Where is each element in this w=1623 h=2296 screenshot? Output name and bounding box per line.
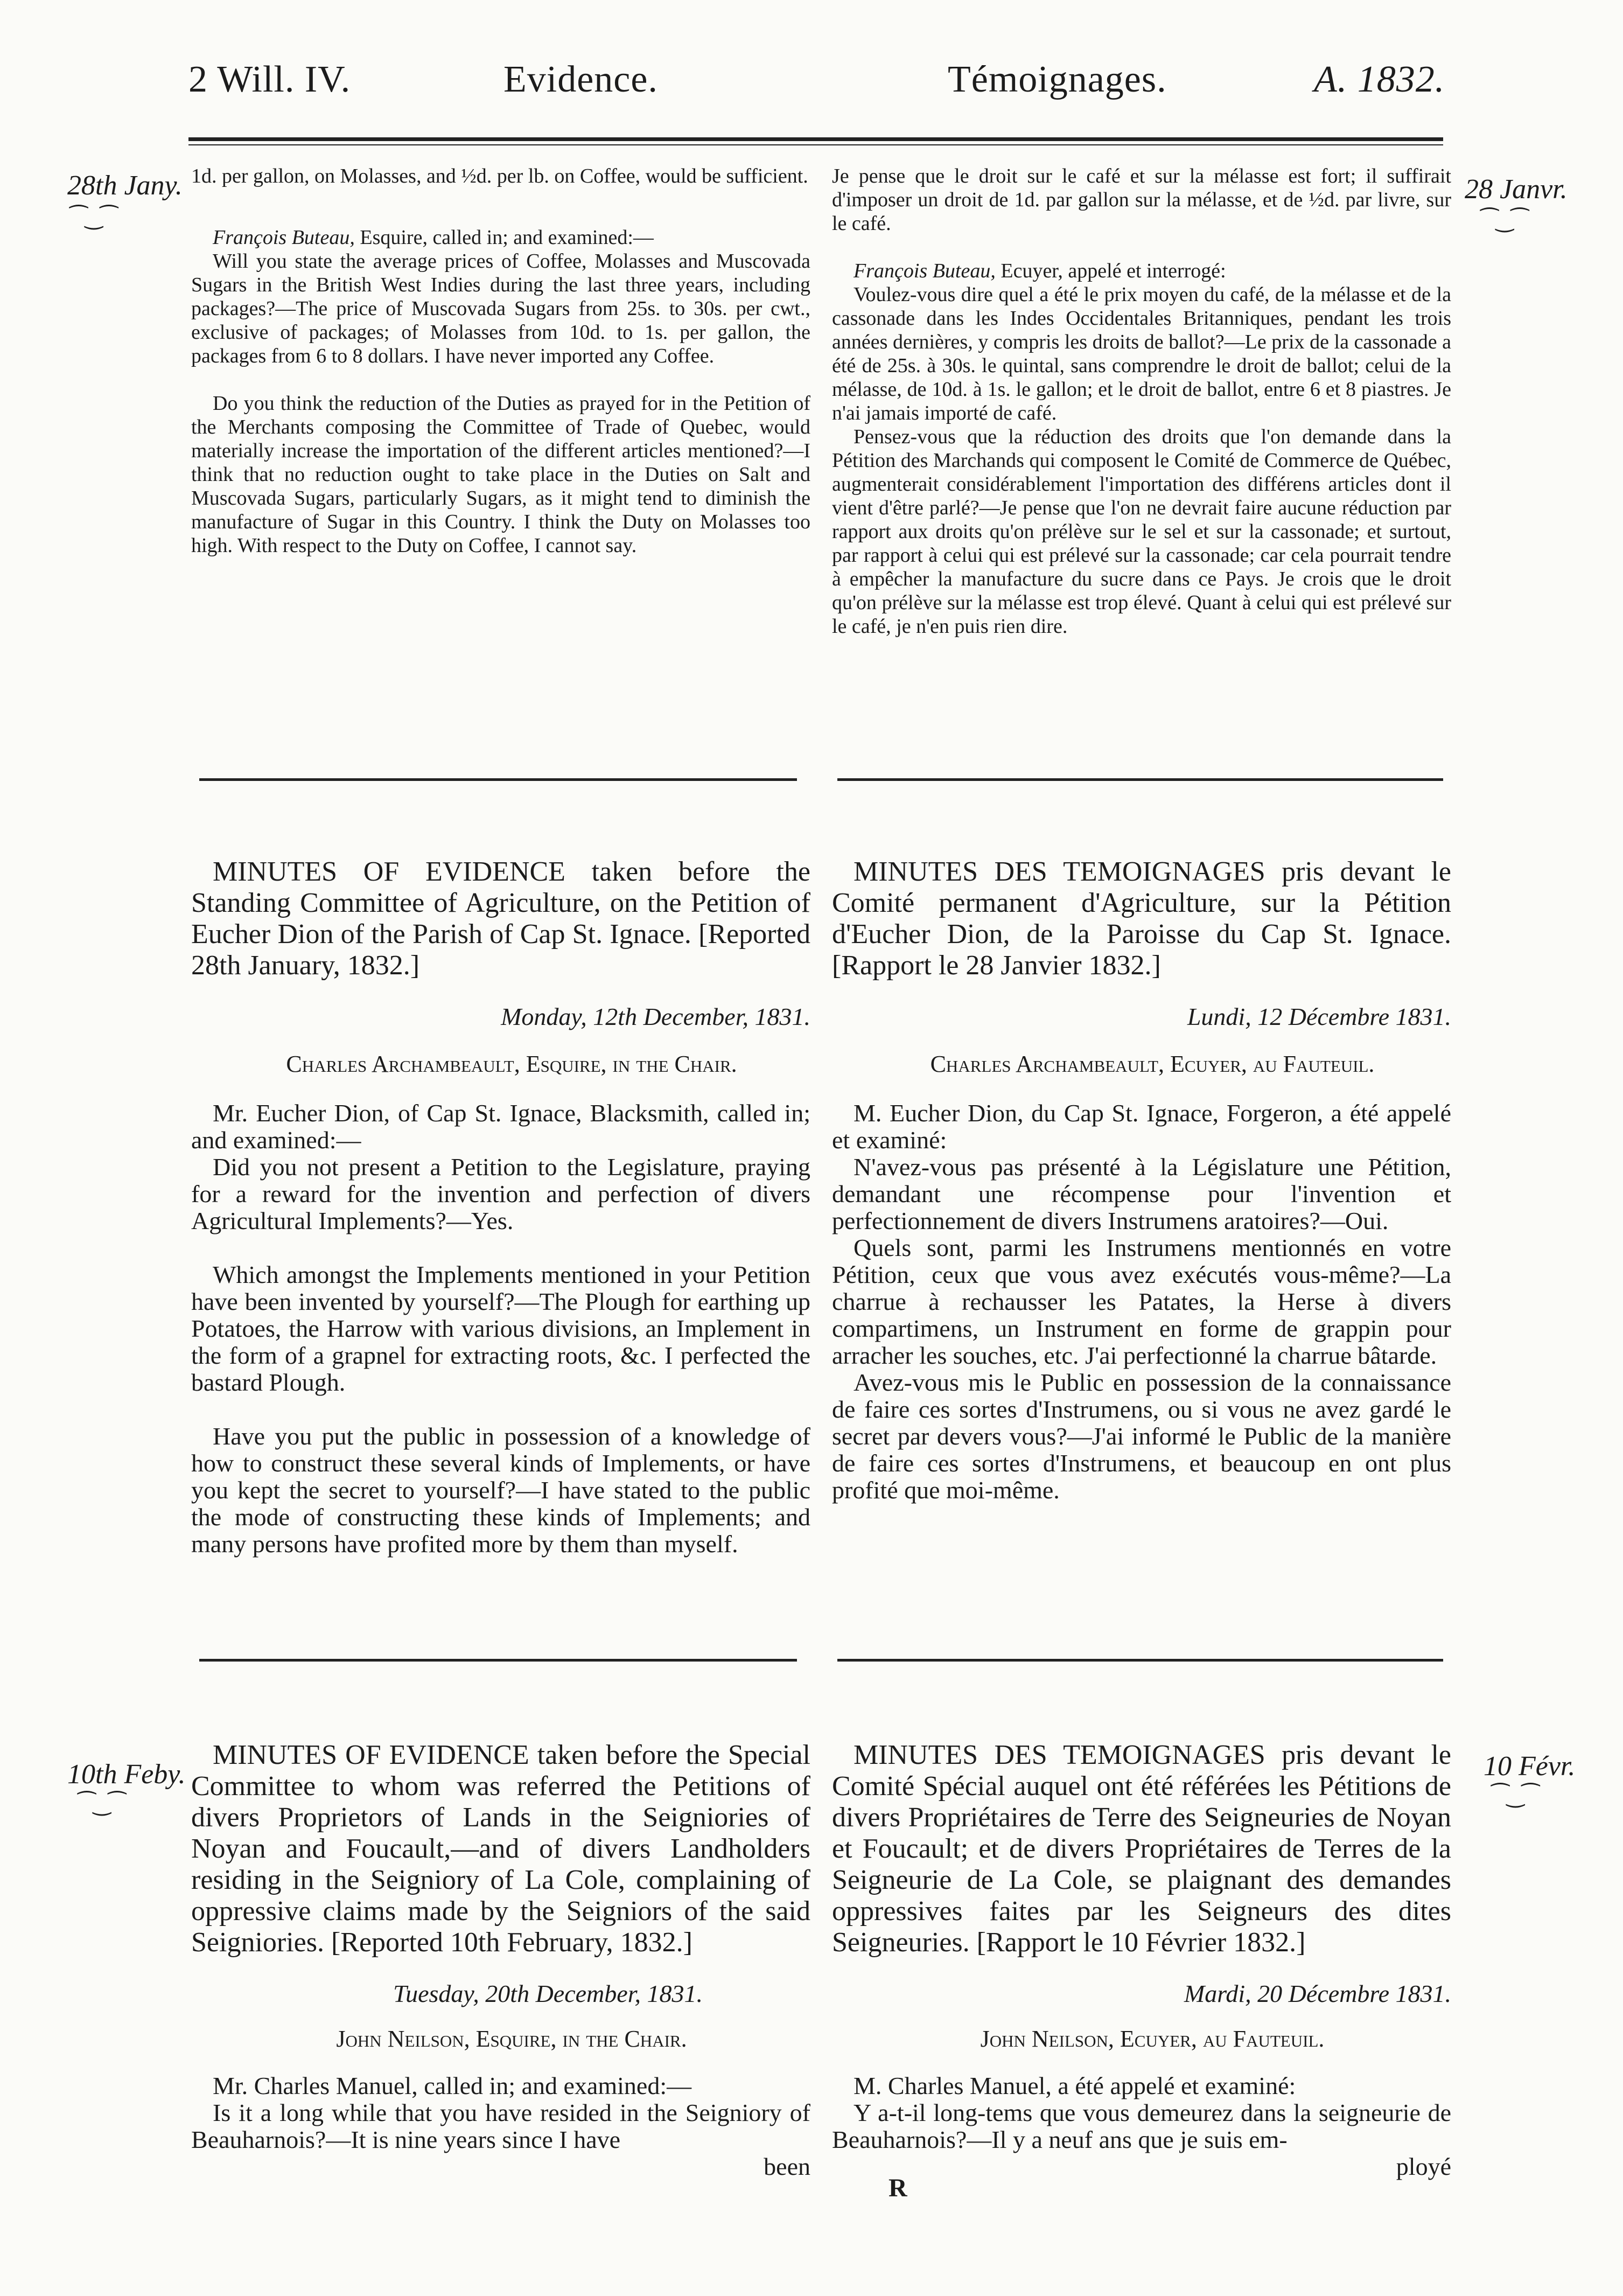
sitting-date: Mardi, 20 Décembre 1831. [1184,1980,1451,2007]
witness-line [191,226,810,249]
witness-line [832,259,1451,283]
witness-line: M. Eucher Dion, du Cap St. Ignace, Forgeron, a été appelé et examiné: [832,1099,1451,1154]
margin-note-jan-fr: 28 Janvr. [1465,174,1568,205]
header-title-french: Témoignages. [948,59,1167,100]
header-year: A. 1832. [1314,59,1445,100]
chair-line: Charles Archambeault, Ecuyer, au Fauteuil. [930,1051,1375,1077]
margin-note-jan-en: 28th Jany. [67,170,183,201]
section3-english-column [191,1740,810,2207]
margin-note-feb-fr: 10 Févr. [1484,1751,1576,1782]
witness-line: Mr. Charles Manuel, called in; and examined:— [213,2072,692,2099]
header-rule-thin [188,144,1443,145]
witness-called: Ecuyer, appelé et interrogé: [1001,260,1226,282]
minutes-heading: MINUTES DES TEMOIGNAGES pris devant le Comité permanent d'Agriculture, sur la Pétition d'Eucher Dion, de la Paroisse du Cap St. Ignace. [Rapport le 28 Janvier 1832.] [832,856,1451,981]
testimony-body [832,2072,1451,2180]
section2-english-column [191,856,810,1585]
header-rule-thick [188,137,1443,141]
question-answer-1: Y a-t-il long-tems que vous demeurez dans la seigneurie de Beauharnois?—Il y a neuf ans que je suis em- [832,2099,1451,2153]
section1-divider-fr [837,778,1443,781]
question-answer-1: Is it a long while that you have resided in the Seigniory of Beauharnois?—It is nine years since I have [191,2099,810,2153]
testimony-body [191,1100,810,1558]
chair-line: John Neilson, Ecuyer, au Fauteuil. [980,2026,1325,2052]
section2-divider-fr [837,1659,1443,1662]
flourish-jan-fr: ⁀‿⁀ [1481,208,1527,232]
minutes-heading: MINUTES OF EVIDENCE taken before the Special Committee to whom was referred the Petitions of divers Proprietors of Lands in the Seigniories of Noyan and Foucault,—and of divers Landholders residing in the Seigniory of La Cole, complaining of oppressive claims made by the Seigniors of the said Seigniories. [Reported 10th February, 1832.] [191,1740,810,1958]
sitting-date: Monday, 12th December, 1831. [501,1003,810,1030]
signature-mark: R [889,2174,907,2202]
testimony-body [191,2072,810,2180]
margin-note-feb-en: 10th Feby. [67,1759,186,1790]
witness-called: Esquire, called in; and examined:— [360,226,654,249]
continued-answer: Je pense que le droit sur le café et sur la mélasse est fort; il suffirait d'imposer un droit de 1d. par gallon sur la mélasse, et de ½d. par livre, sur le café. [832,165,1451,235]
chair-line: Charles Archambeault, Esquire, in the Chair. [286,1051,737,1077]
sitting-date: Lundi, 12 Décembre 1831. [1187,1003,1451,1030]
catchword: ployé [1396,2153,1451,2180]
question-answer-2: Which amongst the Implements mentioned in your Petition have been invented by yourself?—The Plough for earthing up Potatoes, the Harrow with various divisions, an Implement in the form of a grapnel for extracting roots, &c. I perfected the bastard Plough. [191,1261,810,1396]
flourish-jan-en: ⁀‿⁀ [70,205,116,229]
question-answer-2: Pensez-vous que la réduction des droits que l'on demande dans la Pétition des Marchands qui composent le Comité de Commerce de Québec, augmenterait considérablement l'importation des différens articles dont il vient d'être parlé?—Je pense que l'on ne devrait faire aucune réduction par rapport aux droits qu'on prélève sur le sel et sur la cassonade; et surtout, par rapport à celui qui est prélevé sur la cassonade; car cela pourrait tendre à empêcher la manufacture du sucre dans ce Pays. Je crois que le droit qu'on prélève sur la mélasse est trop élevé. Quant à celui qui est prélevé sur le café, je n'en puis rien dire. [832,425,1451,638]
sitting-date: Tuesday, 20th December, 1831. [393,1980,703,2007]
header-session-ref: 2 Will. IV. [188,59,351,100]
section1-divider-en [199,778,797,781]
header-title-english: Evidence. [503,59,658,100]
section2-french-column [832,856,1451,1531]
flourish-feb-en: ⁀‿⁀ [78,1791,124,1816]
question-answer-1: N'avez-vous pas présenté à la Législature une Pétition, demandant une récompense pour l'invention et perfectionnement de divers Instrumens aratoires?—Oui. [832,1153,1451,1234]
section2-divider-en [199,1659,797,1662]
continued-answer: 1d. per gallon, on Molasses, and ½d. per lb. on Coffee, would be sufficient. [191,165,808,187]
minutes-heading: MINUTES OF EVIDENCE taken before the Standing Committee of Agriculture, on the Petition of Eucher Dion of the Parish of Cap St. Ignace. [Reported 28th January, 1832.] [191,856,810,981]
question-answer-3: Have you put the public in possession of a knowledge of how to construct these several kinds of Implements, or have you kept the secret to yourself?—I have stated to the public the mode of constructing these kinds of Implements; and many persons have profited more by them than myself. [191,1422,810,1558]
question-answer-1: Did you not present a Petition to the Legislature, praying for a reward for the invention and perfection of divers Agricultural Implements?—Yes. [191,1153,810,1234]
question-answer-2: Quels sont, parmi les Instrumens mentionnés en votre Pétition, ceux que vous avez exécutés vous-même?—La charrue à rechausser les Patates, la Herse à divers compartimens, un Instrument en forme de grappin pour arracher les souches, etc. J'ai perfectionné la charrue bâtarde. [832,1234,1451,1369]
witness-line: M. Charles Manuel, a été appelé et examiné: [854,2072,1296,2099]
witness-line: Mr. Eucher Dion, of Cap St. Ignace, Blacksmith, called in; and examined:— [191,1099,810,1154]
chair-line: John Neilson, Esquire, in the Chair. [336,2026,687,2052]
question-answer-3: Avez-vous mis le Public en possession de la connaissance de faire ces sortes d'Instrumens, ou si vous ne avez gardé le secret par devers vous?—J'ai informé le Public de la manière de faire ces sortes d'Instrumens, et beaucoup en ont plus profité que moi-même. [832,1369,1451,1504]
witness-name: François Buteau, [854,260,996,282]
catchword: been [764,2153,810,2180]
question-answer-2: Do you think the reduction of the Duties as prayed for in the Petition of the Merchants composing the Committee of Trade of Quebec, would materially increase the importation of the different articles mentioned?—I think that no reduction ought to take place in the Duties on Salt and Muscovada Sugars, particularly Sugars, as it might tend to diminish the manufacture of Sugar in this Country. I think the Duty on Molasses too high. With respect to the Duty on Coffee, I cannot say. [191,392,810,557]
section1-english-column [191,164,810,581]
question-answer-1: Voulez-vous dire quel a été le prix moyen du café, de la mélasse et de la cassonade dans les Indes Occidentales Britanniques, pendant les trois années dernières, y compris les droits de ballot?—Le prix de la cassonade a été de 25s. à 30s. le quintal, sans comprendre le droit de ballot; celui de la mélasse, de 10d. à 1s. le gallon; et le droit de ballot, entre 6 et 8 piastres. Je n'ai jamais importé de café. [832,283,1451,424]
question-answer-1: Will you state the average prices of Coffee, Molasses and Muscovada Sugars in the British West Indies during the last three years, including packages?—The price of Muscovada Sugars from 25s. to 30s. per cwt., exclusive of packages; of Molasses from 10d. to 1s. per gallon, the packages from 6 to 8 dollars. I have never imported any Coffee. [191,250,810,367]
witness-name: François Buteau, [213,226,355,249]
section1-french-column [832,164,1451,662]
minutes-heading: MINUTES DES TEMOIGNAGES pris devant le Comité Spécial auquel ont été référées les Pétitions de divers Propriétaires de Terre des Seigneuries de Noyan et Foucault; et de divers Propriétaires de Terres de la Seigneurie de La Cole, se plaignant des demandes oppressives faites par les Seigneurs des dites Seigneuries. [Rapport le 10 Février 1832.] [832,1740,1451,1958]
flourish-feb-fr: ⁀‿⁀ [1492,1783,1537,1808]
section3-french-column [832,1740,1451,2207]
testimony-body [832,1100,1451,1504]
